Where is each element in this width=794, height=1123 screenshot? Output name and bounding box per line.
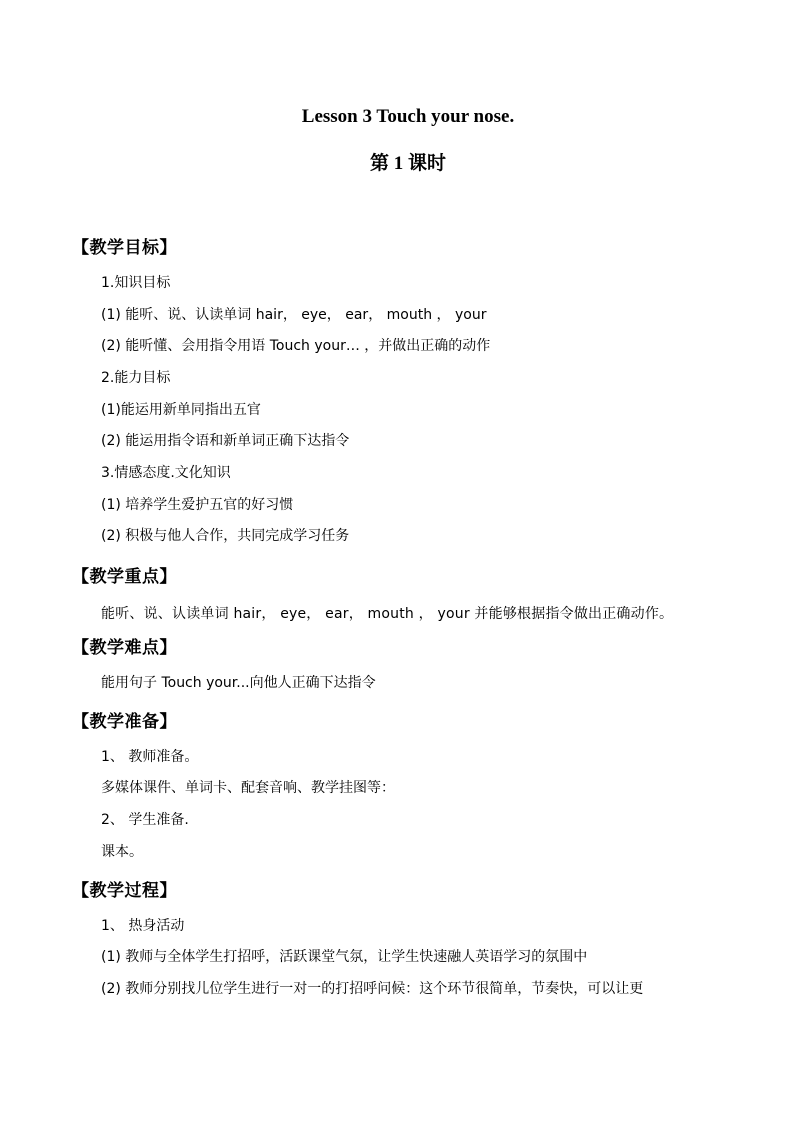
lesson-title: Lesson 3 Touch your nose.	[301, 106, 515, 127]
objective-item: (1)能运用新单同指出五官	[101, 402, 261, 418]
lesson-subtitle: 第 1 课时	[369, 153, 446, 174]
objective-item: (2) 积极与他人合作，共同完成学习任务	[101, 528, 350, 544]
objective-item: (1) 培养学生爱护五官的好习惯	[101, 497, 294, 513]
preparation-item: 课本。	[101, 844, 143, 860]
section-heading-key-points: 【教学重点】	[72, 567, 177, 587]
section-heading-process: 【教学过程】	[72, 881, 177, 901]
preparation-item: 多媒体课件、单词卡、配套音响、教学挂图等：	[101, 780, 395, 796]
key-point-item: 能听、说、认读单词 hair， eye， ear， mouth ， your 并能够根据指令做出正确动作。	[101, 606, 674, 622]
section-heading-preparation: 【教学准备】	[72, 712, 177, 732]
objective-item: 1.知识目标	[101, 275, 171, 291]
section-heading-difficulties: 【教学难点】	[72, 638, 177, 658]
difficulty-item: 能用句子 Touch your...向他人正确下达指令	[101, 675, 376, 691]
objective-item: (2) 能听懂、会用指令用语 Touch your… ，并做出正确的动作	[101, 338, 491, 354]
objective-item: (2) 能运用指令语和新单词正确下达指令	[101, 433, 350, 449]
section-heading-objectives: 【教学目标】	[72, 238, 177, 258]
objective-item: 3.情感态度.文化知识	[101, 465, 231, 481]
process-item: (1) 教师与全体学生打招呼，活跃课堂气氛，让学生快速融人英语学习的氛围中	[101, 949, 588, 965]
objective-item: 2.能力目标	[101, 370, 171, 386]
process-item: (2) 教师分别找儿位学生进行一对一的打招呼问候：这个环节很简单，节奏快，可以让更	[101, 981, 644, 997]
objective-item: (1) 能听、说、认读单词 hair， eye， ear， mouth ， your	[101, 307, 487, 323]
process-item: 1、 热身活动	[101, 918, 185, 934]
preparation-item: 1、 教师准备。	[101, 749, 199, 765]
preparation-item: 2、 学生准备.	[101, 812, 189, 828]
